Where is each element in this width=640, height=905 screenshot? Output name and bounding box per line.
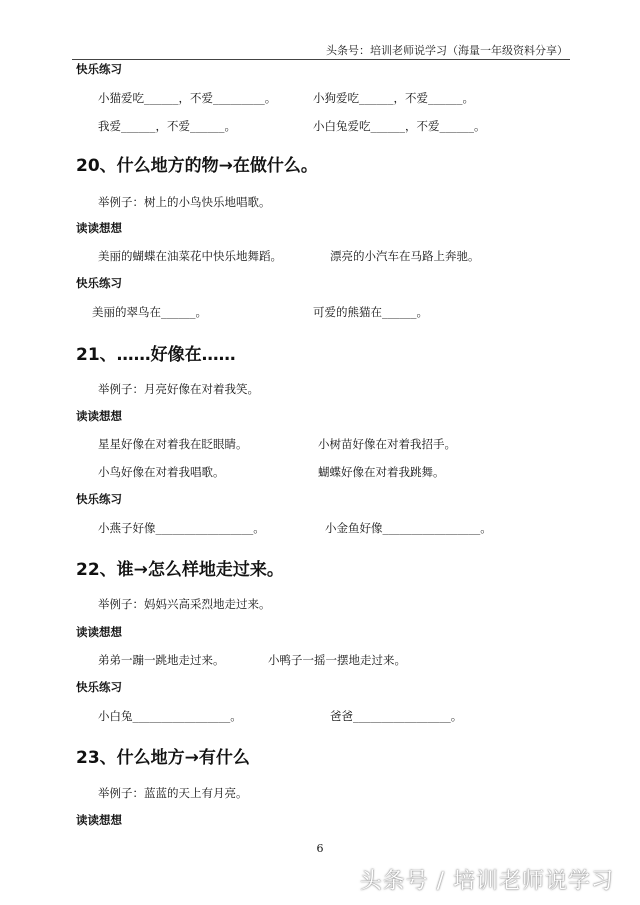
section-title: 22、谁→怎么样地走过来。 [76, 560, 284, 580]
section-title: 23、什么地方→有什么 [76, 748, 250, 768]
practice-label: 快乐练习 [76, 276, 122, 290]
read-item: 蝴蝶好像在对着我跳舞。 [318, 465, 445, 479]
example-text: 举例子：树上的小鸟快乐地唱歌。 [98, 195, 271, 209]
read-label: 读读想想 [76, 409, 122, 423]
read-item: 漂亮的小汽车在马路上奔驰。 [330, 249, 480, 263]
example-text: 举例子：月亮好像在对着我笑。 [98, 382, 259, 396]
practice-item: 小狗爱吃______，不爱______。 [313, 91, 474, 105]
practice-item: 我爱______，不爱______。 [98, 119, 236, 133]
practice-item: 美丽的翠鸟在______。 [92, 305, 207, 319]
page-number: 6 [316, 842, 324, 855]
read-item: 美丽的蝴蝶在油菜花中快乐地舞蹈。 [98, 249, 282, 263]
practice-item: 可爱的熊猫在______。 [313, 305, 428, 319]
page-header [0, 0, 640, 62]
practice-item: 小白兔爱吃______，不爱______。 [313, 119, 486, 133]
practice-item: 小金鱼好像_________________。 [325, 521, 492, 535]
read-label: 读读想想 [76, 221, 122, 235]
read-label: 读读想想 [76, 625, 122, 639]
header-text: 头条号：培训老师说学习（海量一年级资料分享） [326, 44, 568, 57]
practice-item: 小猫爱吃______，不爱_________。 [98, 91, 277, 105]
read-item: 小鸟好像在对着我唱歌。 [98, 465, 225, 479]
section-title: 20、什么地方的物→在做什么。 [76, 156, 318, 176]
read-item: 星星好像在对着我在眨眼睛。 [98, 437, 248, 451]
practice-label: 快乐练习 [76, 62, 122, 76]
example-text: 举例子：蓝蓝的天上有月亮。 [98, 786, 248, 800]
practice-item: 小燕子好像_________________。 [98, 521, 265, 535]
practice-label: 快乐练习 [76, 680, 122, 694]
read-item: 弟弟一蹦一跳地走过来。 [98, 653, 225, 667]
read-item: 小树苗好像在对着我招手。 [318, 437, 456, 451]
read-item: 小鸭子一摇一摆地走过来。 [268, 653, 406, 667]
watermark: 头条号 / 培训老师说学习 [359, 869, 614, 894]
practice-item: 爸爸_________________。 [330, 709, 463, 723]
read-label: 读读想想 [76, 813, 122, 827]
header-rule [72, 59, 570, 60]
section-title: 21、……好像在…… [76, 345, 236, 365]
practice-item: 小白兔_________________。 [98, 709, 242, 723]
practice-label: 快乐练习 [76, 492, 122, 506]
example-text: 举例子：妈妈兴高采烈地走过来。 [98, 597, 271, 611]
